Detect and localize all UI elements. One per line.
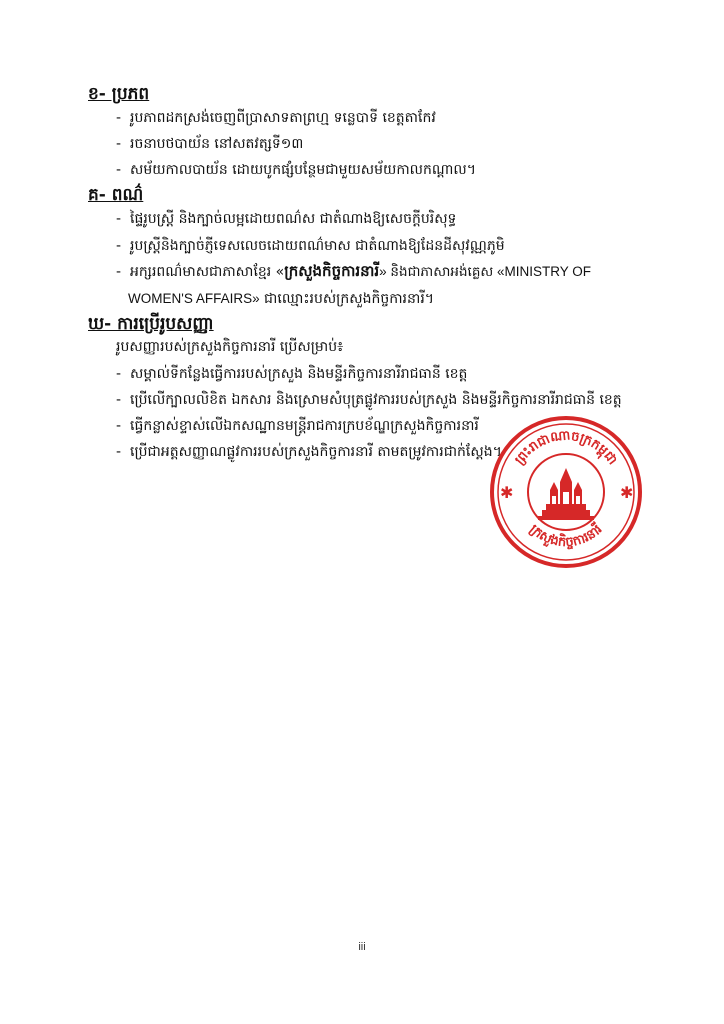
- seal-top-text: ព្រះរាជាណាចក្រកម្ពុជា: [512, 428, 620, 468]
- seal-stamp-icon: [486, 412, 646, 572]
- list-item: - ធ្វើកន្លាស់ខ្ទាស់លើឯកសណ្ឋានមន្ត្រីរាជការក្របខ័ណ្ឌក្រសួងកិច្ចការនារី: [116, 418, 479, 434]
- official-seal: [486, 412, 646, 572]
- list-item: - រូបស្ត្រីនិងក្បាច់ភ្ញីទេសលេចដោយពណ៌មាស ជាតំណាងឱ្យដែនដីសុវណ្ណភូមិ: [116, 238, 505, 254]
- list-item: - សម្គាល់ទីកន្លែងធ្វើការរបស់ក្រសួង និងមន្ទីរកិច្ចការនារីរាជធានី ខេត្ត: [116, 366, 468, 382]
- usage-intro: រូបសញ្ញារបស់ក្រសួងកិច្ចការនារី ប្រើសម្រាប់៖: [116, 339, 344, 355]
- section-heading-color: គ- ពណ៌: [88, 185, 144, 205]
- ministry-name-bold: ក្រសួងកិច្ចការនារី: [284, 262, 380, 280]
- list-item: - សម័យកាលបាយ័ន ដោយបូកផ្សំបន្ថែមជាមួយសម័យកាលកណ្ដាល។: [116, 162, 476, 178]
- section-heading-source: ខ- ប្រភព: [88, 84, 150, 104]
- section-heading-usage: ឃ- ការប្រើរូបសញ្ញា: [88, 314, 214, 334]
- list-item: - រូបភាពដកស្រង់ចេញពីប្រាសាទតាព្រហ្ម ទន្លេបាទី ខេត្តតាកែវ: [116, 110, 436, 126]
- list-item: - អក្សរពណ៌មាសជាភាសាខ្មែរ «ក្រសួងកិច្ចការនារី» និងជាភាសាអង់គ្លេស «MINISTRY OF: [116, 262, 592, 280]
- page-number: iii: [358, 941, 366, 953]
- list-item-continuation: WOMEN'S AFFAIRS» ជាឈ្មោះរបស់ក្រសួងកិច្ចការនារី។: [128, 291, 435, 307]
- svg-text:ក្រសួងកិច្ចការនារី: [526, 520, 606, 550]
- svg-text:✱: ✱: [500, 483, 514, 502]
- list-item: - ប្រើលើក្បាលលិខិត ឯកសារ និងស្រោមសំបុត្រផ្លូវការរបស់ក្រសួង និងមន្ទីរកិច្ចការនារីរាជធានី ខេត្ត: [116, 392, 622, 408]
- list-item: - រចនាបថបាយ័ន នៅសតវត្សទី១៣: [116, 136, 304, 152]
- svg-text:ព្រះរាជាណាចក្រកម្ពុជា: [512, 428, 620, 468]
- list-item: - ប្រើជាអត្តសញ្ញាណផ្លូវការរបស់ក្រសួងកិច្ចការនារី តាមតម្រូវការជាក់ស្ដែង។: [116, 444, 502, 460]
- seal-bottom-text: ក្រសួងកិច្ចការនារី: [526, 521, 606, 551]
- list-item: - ផ្ទៃរូបស្ត្រី និងក្បាច់លម្អដោយពណ៌ស ជាតំណាងឱ្យសេចក្ដីបរិសុទ្ធ: [116, 211, 457, 227]
- svg-text:✱: ✱: [620, 483, 634, 502]
